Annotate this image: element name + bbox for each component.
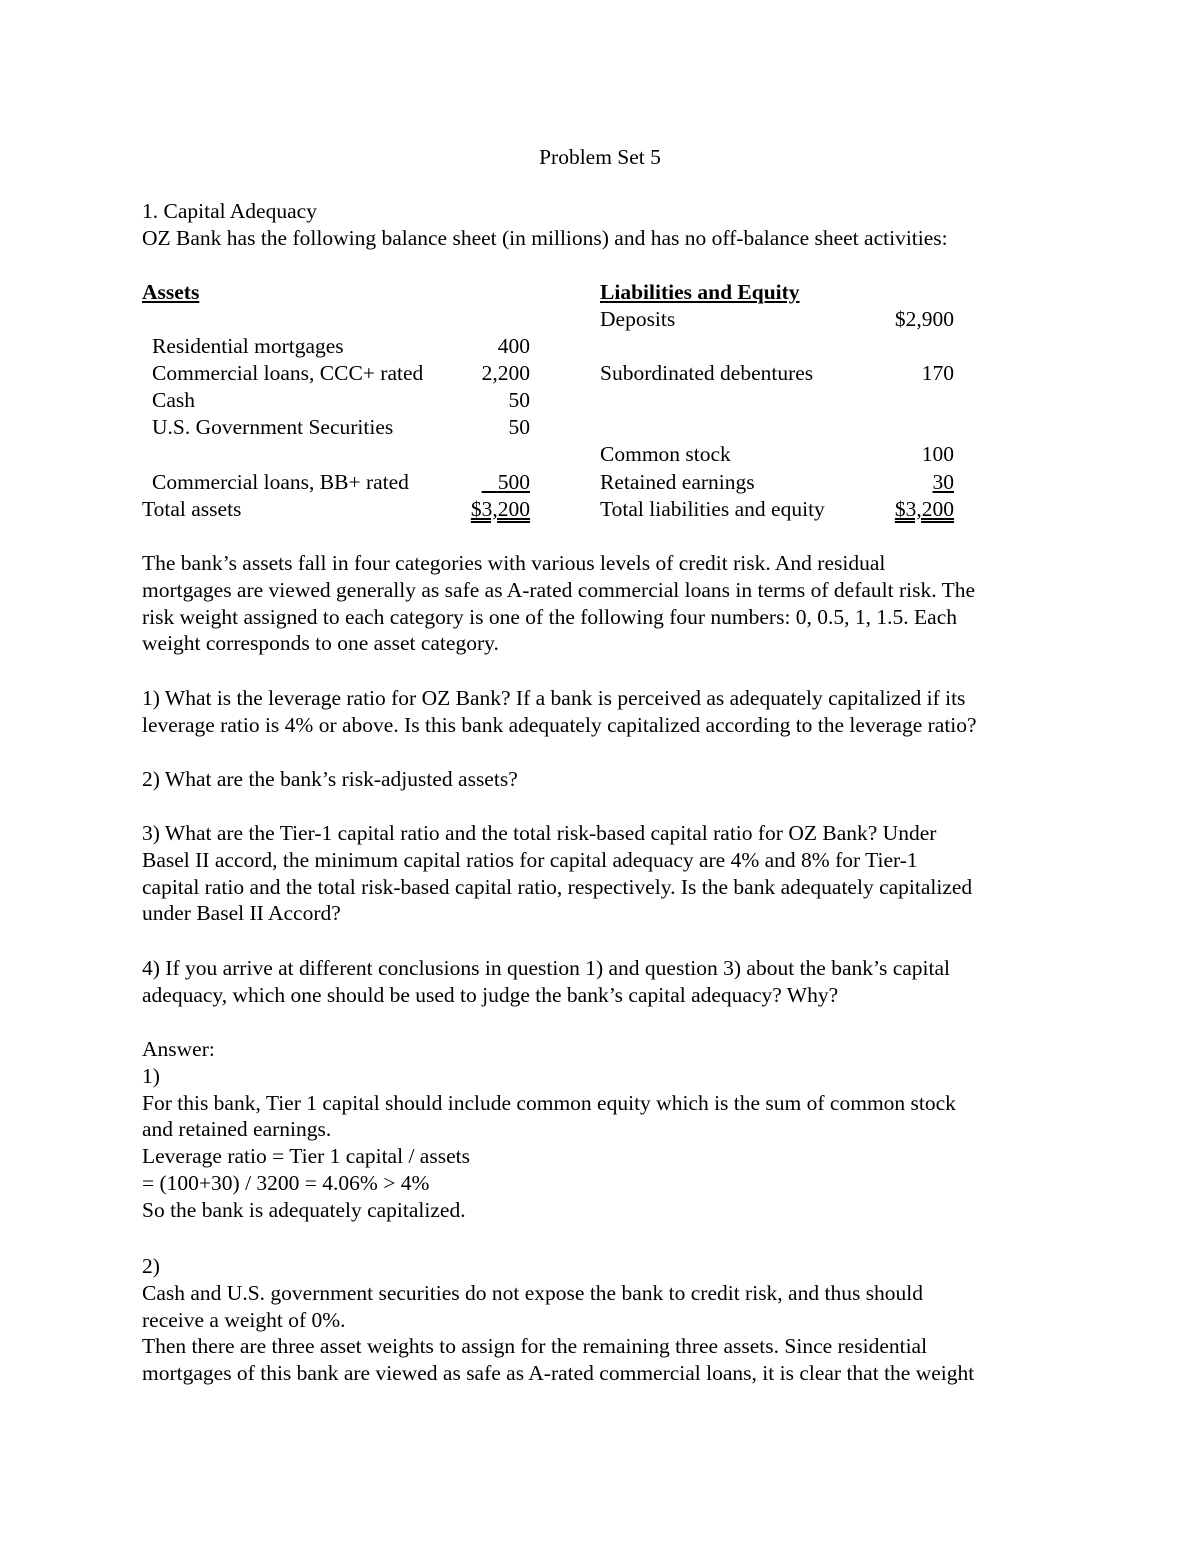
text-line: Answer: <box>142 1037 215 1061</box>
asset-value: 500 <box>497 470 530 494</box>
liability-value: 170 <box>921 361 954 385</box>
text-line: risk weight assigned to each category is one of the following four numbers: 0, 0.5, 1, 1.5. Each <box>142 604 958 629</box>
question-3 <box>142 820 1072 927</box>
total-liabilities-label: Total liabilities and equity <box>600 497 825 521</box>
total-liabilities-value: $3,200 <box>894 497 954 521</box>
text-line: 1) What is the leverage ratio for OZ Bank? If a bank is perceived as adequately capitalized if its <box>142 686 966 710</box>
text-line: under Basel II Accord? <box>142 901 341 926</box>
asset-label: Commercial loans, CCC+ rated <box>152 361 424 385</box>
text-line: leverage ratio is 4% or above. Is this bank adequately capitalized according to the leverage ratio? <box>142 712 977 737</box>
liability-label: Deposits <box>600 307 676 331</box>
text-line: Basel II accord, the minimum capital ratios for capital adequacy are 4% and 8% for Tier-1 <box>142 847 918 872</box>
liability-value: 30 <box>932 470 954 494</box>
liability-value: $2,900 <box>894 307 954 331</box>
text-line: 1) <box>142 1063 160 1088</box>
liability-label: Retained earnings <box>600 470 755 494</box>
text-line: 2) What are the bank’s risk-adjusted assets? <box>142 767 518 791</box>
answer-2 <box>142 1253 1072 1387</box>
text-line: 4) If you arrive at different conclusions in question 1) and question 3) about the bank’s capital <box>142 956 951 980</box>
asset-label: U.S. Government Securities <box>152 415 394 439</box>
text-line: receive a weight of 0%. <box>142 1307 346 1332</box>
answer-1 <box>142 1036 1072 1224</box>
text-line: mortgages are viewed generally as safe as A-rated commercial loans in terms of default risk. The <box>142 577 976 602</box>
liability-label: Common stock <box>600 442 731 466</box>
text-line: Leverage ratio = Tier 1 capital / assets <box>142 1144 470 1169</box>
asset-value: 2,200 <box>481 361 530 385</box>
liabilities-header: Liabilities and Equity <box>600 280 800 304</box>
assets-header: Assets <box>142 280 200 304</box>
section-heading: 1. Capital Adequacy <box>142 199 317 223</box>
intro-text: OZ Bank has the following balance sheet (in millions) and has no off-balance sheet activities: <box>142 226 948 250</box>
asset-value: 50 <box>508 415 530 439</box>
liability-label: Subordinated debentures <box>600 361 814 385</box>
question-2 <box>142 766 1072 793</box>
text-line: For this bank, Tier 1 capital should include common equity which is the sum of common stock <box>142 1090 956 1115</box>
paragraph-credit-risk <box>142 550 1072 657</box>
text-line: 3) What are the Tier-1 capital ratio and the total risk-based capital ratio for OZ Bank? Under <box>142 821 937 845</box>
text-line: adequacy, which one should be used to judge the bank’s capital adequacy? Why? <box>142 982 839 1007</box>
text-line: The bank’s assets fall in four categories with various levels of credit risk. And residual <box>142 551 886 575</box>
text-line: weight corresponds to one asset category. <box>142 631 499 656</box>
text-line: capital ratio and the total risk-based capital ratio, respectively. Is the bank adequately capitalized <box>142 874 973 899</box>
asset-label: Commercial loans, BB+ rated <box>152 470 409 494</box>
question-4 <box>142 955 1072 1009</box>
text-line: mortgages of this bank are viewed as safe as A-rated commercial loans, it is clear that the weight <box>142 1361 975 1386</box>
text-line: 2) <box>142 1254 160 1278</box>
question-1 <box>142 685 1072 739</box>
asset-label: Residential mortgages <box>152 334 344 358</box>
total-assets-value: $3,200 <box>470 497 530 521</box>
total-assets-label: Total assets <box>142 497 242 521</box>
text-line: = (100+30) / 3200 = 4.06% > 4% <box>142 1170 430 1195</box>
asset-value: 50 <box>508 388 530 412</box>
asset-value: 400 <box>497 334 530 358</box>
text-line: Then there are three asset weights to assign for the remaining three assets. Since residential <box>142 1334 928 1359</box>
page-title: Problem Set 5 <box>539 145 661 169</box>
text-line: Cash and U.S. government securities do not expose the bank to credit risk, and thus should <box>142 1280 924 1305</box>
asset-label: Cash <box>152 388 195 412</box>
text-line: and retained earnings. <box>142 1117 332 1142</box>
liability-value: 100 <box>921 442 954 466</box>
text-line: So the bank is adequately capitalized. <box>142 1197 466 1222</box>
